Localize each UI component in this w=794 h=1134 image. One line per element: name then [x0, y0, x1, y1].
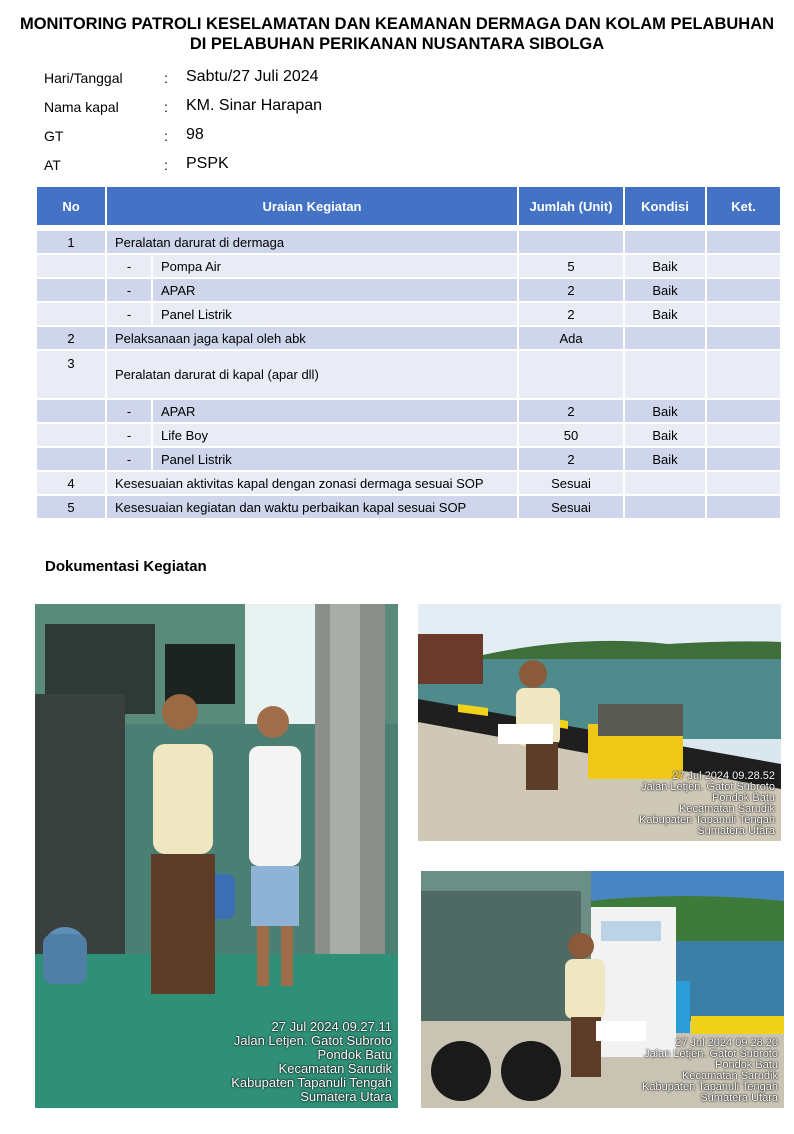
cell-ket	[706, 471, 781, 495]
meta-value: PSPK	[186, 155, 229, 172]
header-no: No	[36, 186, 106, 226]
cell-no	[36, 423, 106, 447]
header-ket: Ket.	[706, 186, 781, 226]
stamp-line: Sumatera Utara	[300, 1089, 392, 1104]
cell-jumlah: 50	[518, 423, 624, 447]
stamp-line: Jalan Letjen. Gatot Subroto	[641, 781, 775, 793]
cell-ket	[706, 302, 781, 326]
cell-dash: -	[106, 423, 152, 447]
header-kondisi: Kondisi	[624, 186, 706, 226]
cell-ket	[706, 278, 781, 302]
photo-timestamp-overlay	[231, 1020, 392, 1104]
cell-jumlah: 5	[518, 254, 624, 278]
cell-item: Kesesuaian aktivitas kapal dengan zonasi dermaga sesuai SOP	[106, 471, 518, 495]
cell-jumlah: Sesuai	[518, 495, 624, 519]
meta-value: Sabtu/27 Juli 2024	[186, 68, 319, 85]
stamp-line: Pondok Batu	[715, 1059, 778, 1071]
cell-no: 2	[36, 326, 106, 350]
cell-no	[36, 399, 106, 423]
meta-separator: :	[164, 70, 168, 86]
meta-separator: :	[164, 128, 168, 144]
meta-label: GT	[44, 128, 64, 144]
cell-item: Panel Listrik	[152, 302, 518, 326]
photo-dock-pump	[418, 604, 781, 841]
cell-jumlah: Ada	[518, 326, 624, 350]
document-title	[0, 14, 794, 54]
cell-item: Pompa Air	[152, 254, 518, 278]
meta-separator: :	[164, 99, 168, 115]
cell-kondisi: Baik	[624, 254, 706, 278]
table-row	[36, 447, 781, 471]
stamp-line: Kabupaten Tapanuli Tengah	[639, 814, 775, 826]
stamp-line: Jalan Letjen. Gatot Subroto	[644, 1048, 778, 1060]
cell-kondisi	[624, 471, 706, 495]
cell-jumlah: 2	[518, 399, 624, 423]
cell-jumlah	[518, 230, 624, 254]
table-header-row	[36, 186, 781, 226]
cell-kondisi: Baik	[624, 302, 706, 326]
table-row	[36, 254, 781, 278]
cell-ket	[706, 495, 781, 519]
cell-item: Peralatan darurat di dermaga	[106, 230, 518, 254]
photo-timestamp-overlay	[642, 1038, 778, 1104]
stamp-line: Pondok Batu	[317, 1047, 392, 1062]
stamp-line: Jalan Letjen. Gatot Subroto	[233, 1033, 392, 1048]
cell-item: Panel Listrik	[152, 447, 518, 471]
cell-no	[36, 278, 106, 302]
cell-no: 4	[36, 471, 106, 495]
cell-no: 5	[36, 495, 106, 519]
cell-item: Peralatan darurat di kapal (apar dll)	[106, 350, 518, 399]
cell-kondisi: Baik	[624, 447, 706, 471]
meta-value: KM. Sinar Harapan	[186, 97, 323, 114]
stamp-line: 27 Jul 2024 09.27.11	[271, 1019, 392, 1034]
cell-dash: -	[106, 254, 152, 278]
section-title: Dokumentasi Kegiatan	[45, 558, 207, 575]
cell-no: 3	[36, 350, 106, 399]
table-row	[36, 471, 781, 495]
meta-value: 98	[186, 126, 204, 143]
cell-item: Life Boy	[152, 423, 518, 447]
table-row	[36, 278, 781, 302]
meta-separator: :	[164, 157, 168, 173]
cell-jumlah: 2	[518, 302, 624, 326]
cell-jumlah	[518, 350, 624, 399]
meta-label: Hari/Tanggal	[44, 70, 123, 86]
cell-ket	[706, 326, 781, 350]
cell-item: Pelaksanaan jaga kapal oleh abk	[106, 326, 518, 350]
cell-ket	[706, 423, 781, 447]
table-row	[36, 399, 781, 423]
cell-kondisi	[624, 230, 706, 254]
stamp-line: Kecamatan Sarudik	[679, 803, 775, 815]
table-row	[36, 326, 781, 350]
cell-kondisi: Baik	[624, 399, 706, 423]
cell-ket	[706, 230, 781, 254]
photo-electrical-panel	[421, 871, 784, 1108]
cell-dash: -	[106, 447, 152, 471]
cell-no	[36, 302, 106, 326]
cell-no	[36, 447, 106, 471]
cell-no	[36, 254, 106, 278]
cell-dash: -	[106, 278, 152, 302]
stamp-line: Sumatera Utara	[697, 825, 775, 837]
title-line-1: MONITORING PATROLI KESELAMATAN DAN KEAMANAN DERMAGA DAN KOLAM PELABUHAN	[19, 15, 775, 33]
cell-item: Kesesuaian kegiatan dan waktu perbaikan kapal sesuai SOP	[106, 495, 518, 519]
cell-ket	[706, 447, 781, 471]
cell-no: 1	[36, 230, 106, 254]
stamp-line: Kabupaten Tapanuli Tengah	[231, 1075, 392, 1090]
cell-item: APAR	[152, 399, 518, 423]
cell-item: APAR	[152, 278, 518, 302]
monitoring-table	[35, 185, 782, 520]
cell-ket	[706, 399, 781, 423]
cell-dash: -	[106, 302, 152, 326]
table-row	[36, 230, 781, 254]
cell-jumlah: 2	[518, 447, 624, 471]
header-uraian: Uraian Kegiatan	[106, 186, 518, 226]
cell-jumlah: Sesuai	[518, 471, 624, 495]
header-jumlah: Jumlah (Unit)	[518, 186, 624, 226]
stamp-line: 27 Jul 2024 09.28.52	[672, 770, 775, 782]
cell-kondisi	[624, 350, 706, 399]
table-row	[36, 423, 781, 447]
meta-label: AT	[44, 157, 61, 173]
stamp-line: Kecamatan Sarudik	[682, 1070, 778, 1082]
title-line-2: DI PELABUHAN PERIKANAN NUSANTARA SIBOLGA	[189, 35, 605, 53]
photo-timestamp-overlay	[639, 771, 775, 837]
cell-jumlah: 2	[518, 278, 624, 302]
cell-ket	[706, 350, 781, 399]
photo-ship-inspection	[35, 604, 398, 1108]
table-row	[36, 495, 781, 519]
stamp-line: Pondok Batu	[712, 792, 775, 804]
cell-kondisi: Baik	[624, 278, 706, 302]
table-row	[36, 350, 781, 399]
cell-kondisi	[624, 495, 706, 519]
cell-dash: -	[106, 399, 152, 423]
meta-label: Nama kapal	[44, 99, 119, 115]
table-row	[36, 302, 781, 326]
stamp-line: Kabupaten Tapanuli Tengah	[642, 1081, 778, 1093]
cell-kondisi: Baik	[624, 423, 706, 447]
stamp-line: Sumatera Utara	[700, 1092, 778, 1104]
stamp-line: Kecamatan Sarudik	[278, 1061, 392, 1076]
cell-kondisi	[624, 326, 706, 350]
stamp-line: 27 Jul 2024 09.28.20	[675, 1037, 778, 1049]
cell-ket	[706, 254, 781, 278]
